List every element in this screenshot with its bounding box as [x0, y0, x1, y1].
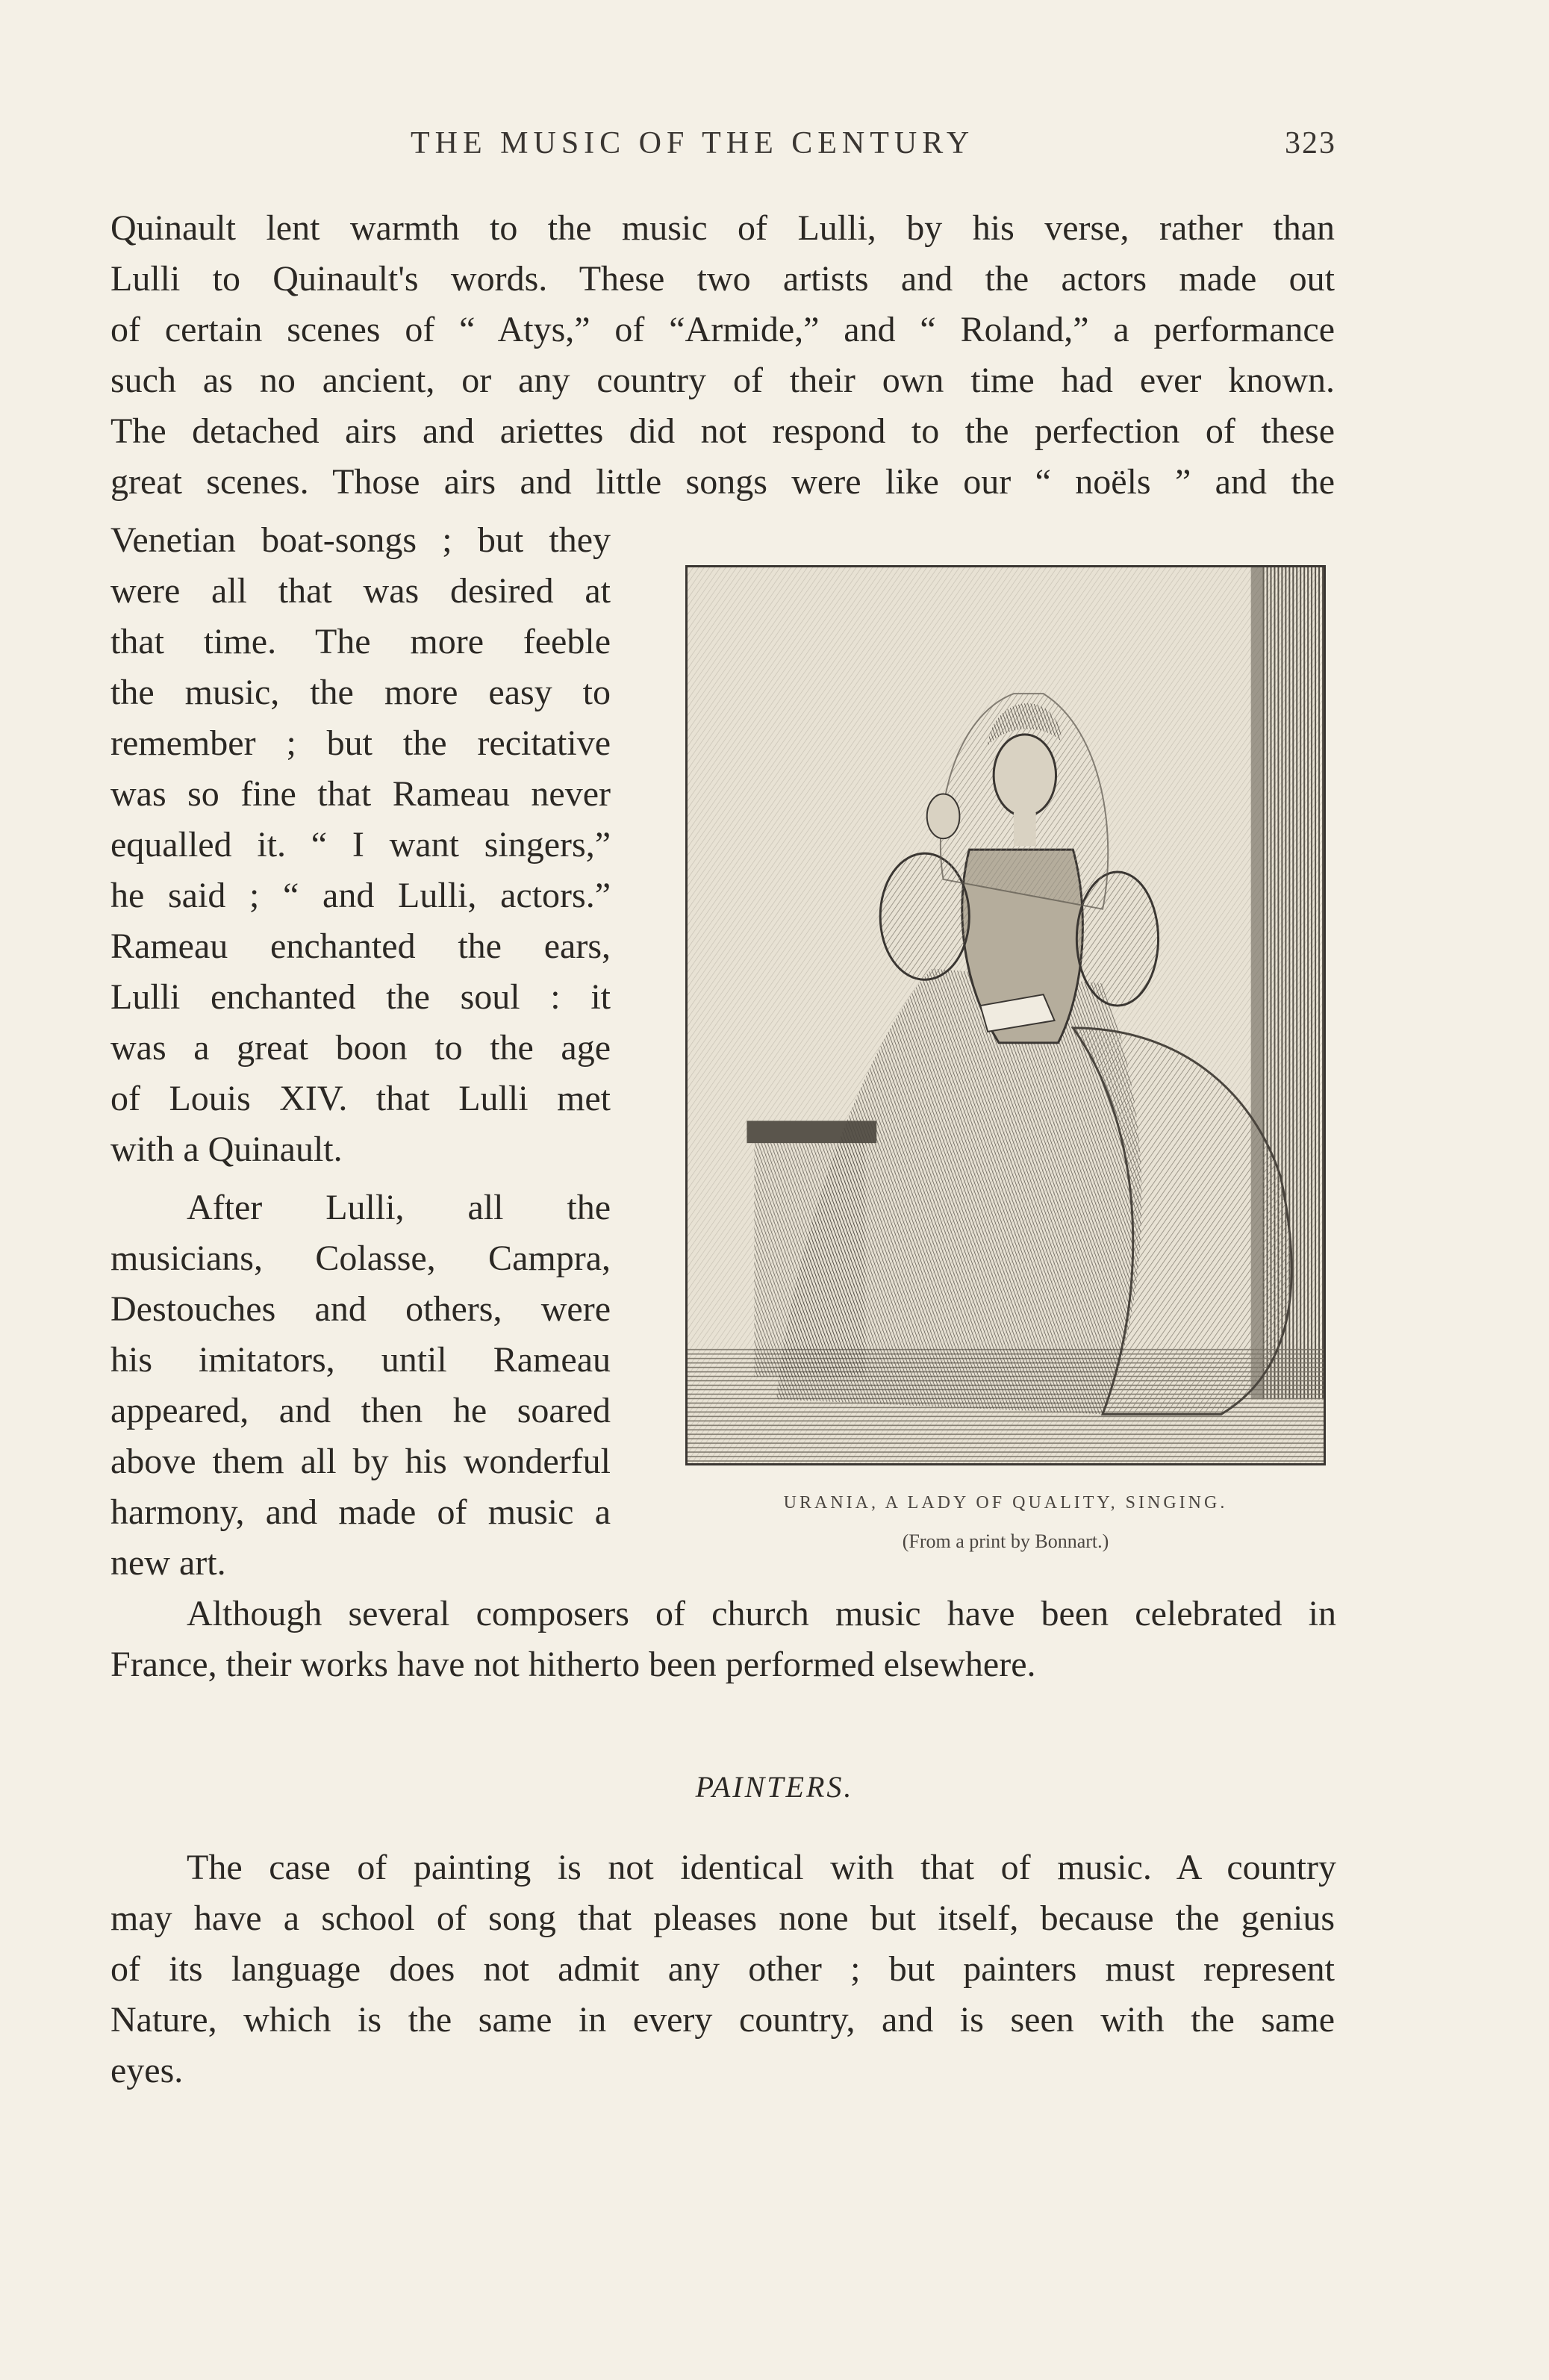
section-heading: PAINTERS.: [695, 1770, 854, 1804]
text-line: Destouches and others, were: [110, 1289, 611, 1329]
text-line: eyes.: [110, 2051, 184, 2090]
text-line: Although several composers of church music have been celebrated in: [187, 1594, 1336, 1633]
text-line: After Lulli, all the: [187, 1188, 611, 1227]
text-line: of certain scenes of “ Atys,” of “Armide,” and “ Roland,” a performance: [110, 310, 1335, 349]
engraving-illustration: [685, 565, 1326, 1465]
text-line: above them all by his wonderful: [110, 1442, 611, 1481]
text-line: the music, the more easy to: [110, 673, 611, 712]
text-line: musicians, Colasse, Campra,: [110, 1239, 611, 1278]
text-line: The detached airs and ariettes did not respond to the perfection of these: [110, 411, 1335, 451]
text-line: Venetian boat-songs ; but they: [110, 520, 611, 560]
text-line: of its language does not admit any other ; but painters must represent: [110, 1949, 1335, 1989]
text-line: harmony, and made of music a: [110, 1492, 611, 1532]
text-line: with a Quinault.: [110, 1130, 343, 1169]
figure-credit: (From a print by Bonnart.): [902, 1530, 1109, 1552]
text-line: may have a school of song that pleases none but itself, because the genius: [110, 1898, 1335, 1938]
text-line: he said ; “ and Lulli, actors.”: [110, 876, 611, 915]
seated-lady-engraving: [688, 567, 1324, 1463]
text-line: such as no ancient, or any country of their own time had ever known.: [110, 361, 1335, 400]
text-line: remember ; but the recitative: [110, 723, 611, 763]
text-line: appeared, and then he soared: [110, 1391, 611, 1430]
text-line: Rameau enchanted the ears,: [110, 926, 611, 966]
text-line: Nature, which is the same in every country, and is seen with the same: [110, 2000, 1335, 2040]
text-line: The case of painting is not identical with that of music. A country: [187, 1848, 1336, 1887]
figure-caption: URANIA, A LADY OF QUALITY, SINGING.: [783, 1493, 1228, 1513]
text-line: that time. The more feeble: [110, 622, 611, 661]
page-number: 323: [1285, 126, 1336, 161]
running-title: THE MUSIC OF THE CENTURY: [411, 126, 975, 161]
text-line: equalled it. “ I want singers,”: [110, 825, 611, 865]
text-line: were all that was desired at: [110, 571, 611, 611]
text-line: his imitators, until Rameau: [110, 1340, 611, 1380]
text-line: was a great boon to the age: [110, 1028, 611, 1068]
text-line: Lulli enchanted the soul : it: [110, 977, 611, 1017]
text-line: Lulli to Quinault's words. These two artists and the actors made out: [110, 259, 1335, 299]
page-header: [112, 125, 1336, 170]
text-line: of Louis XIV. that Lulli met: [110, 1079, 611, 1118]
text-line: Quinault lent warmth to the music of Lulli, by his verse, rather than: [110, 208, 1335, 248]
text-line: was so fine that Rameau never: [110, 774, 611, 814]
text-line: great scenes. Those airs and little songs were like our “ noëls ” and the: [110, 462, 1335, 502]
text-line: new art.: [110, 1543, 226, 1583]
text-line: France, their works have not hitherto been performed elsewhere.: [110, 1645, 1036, 1684]
